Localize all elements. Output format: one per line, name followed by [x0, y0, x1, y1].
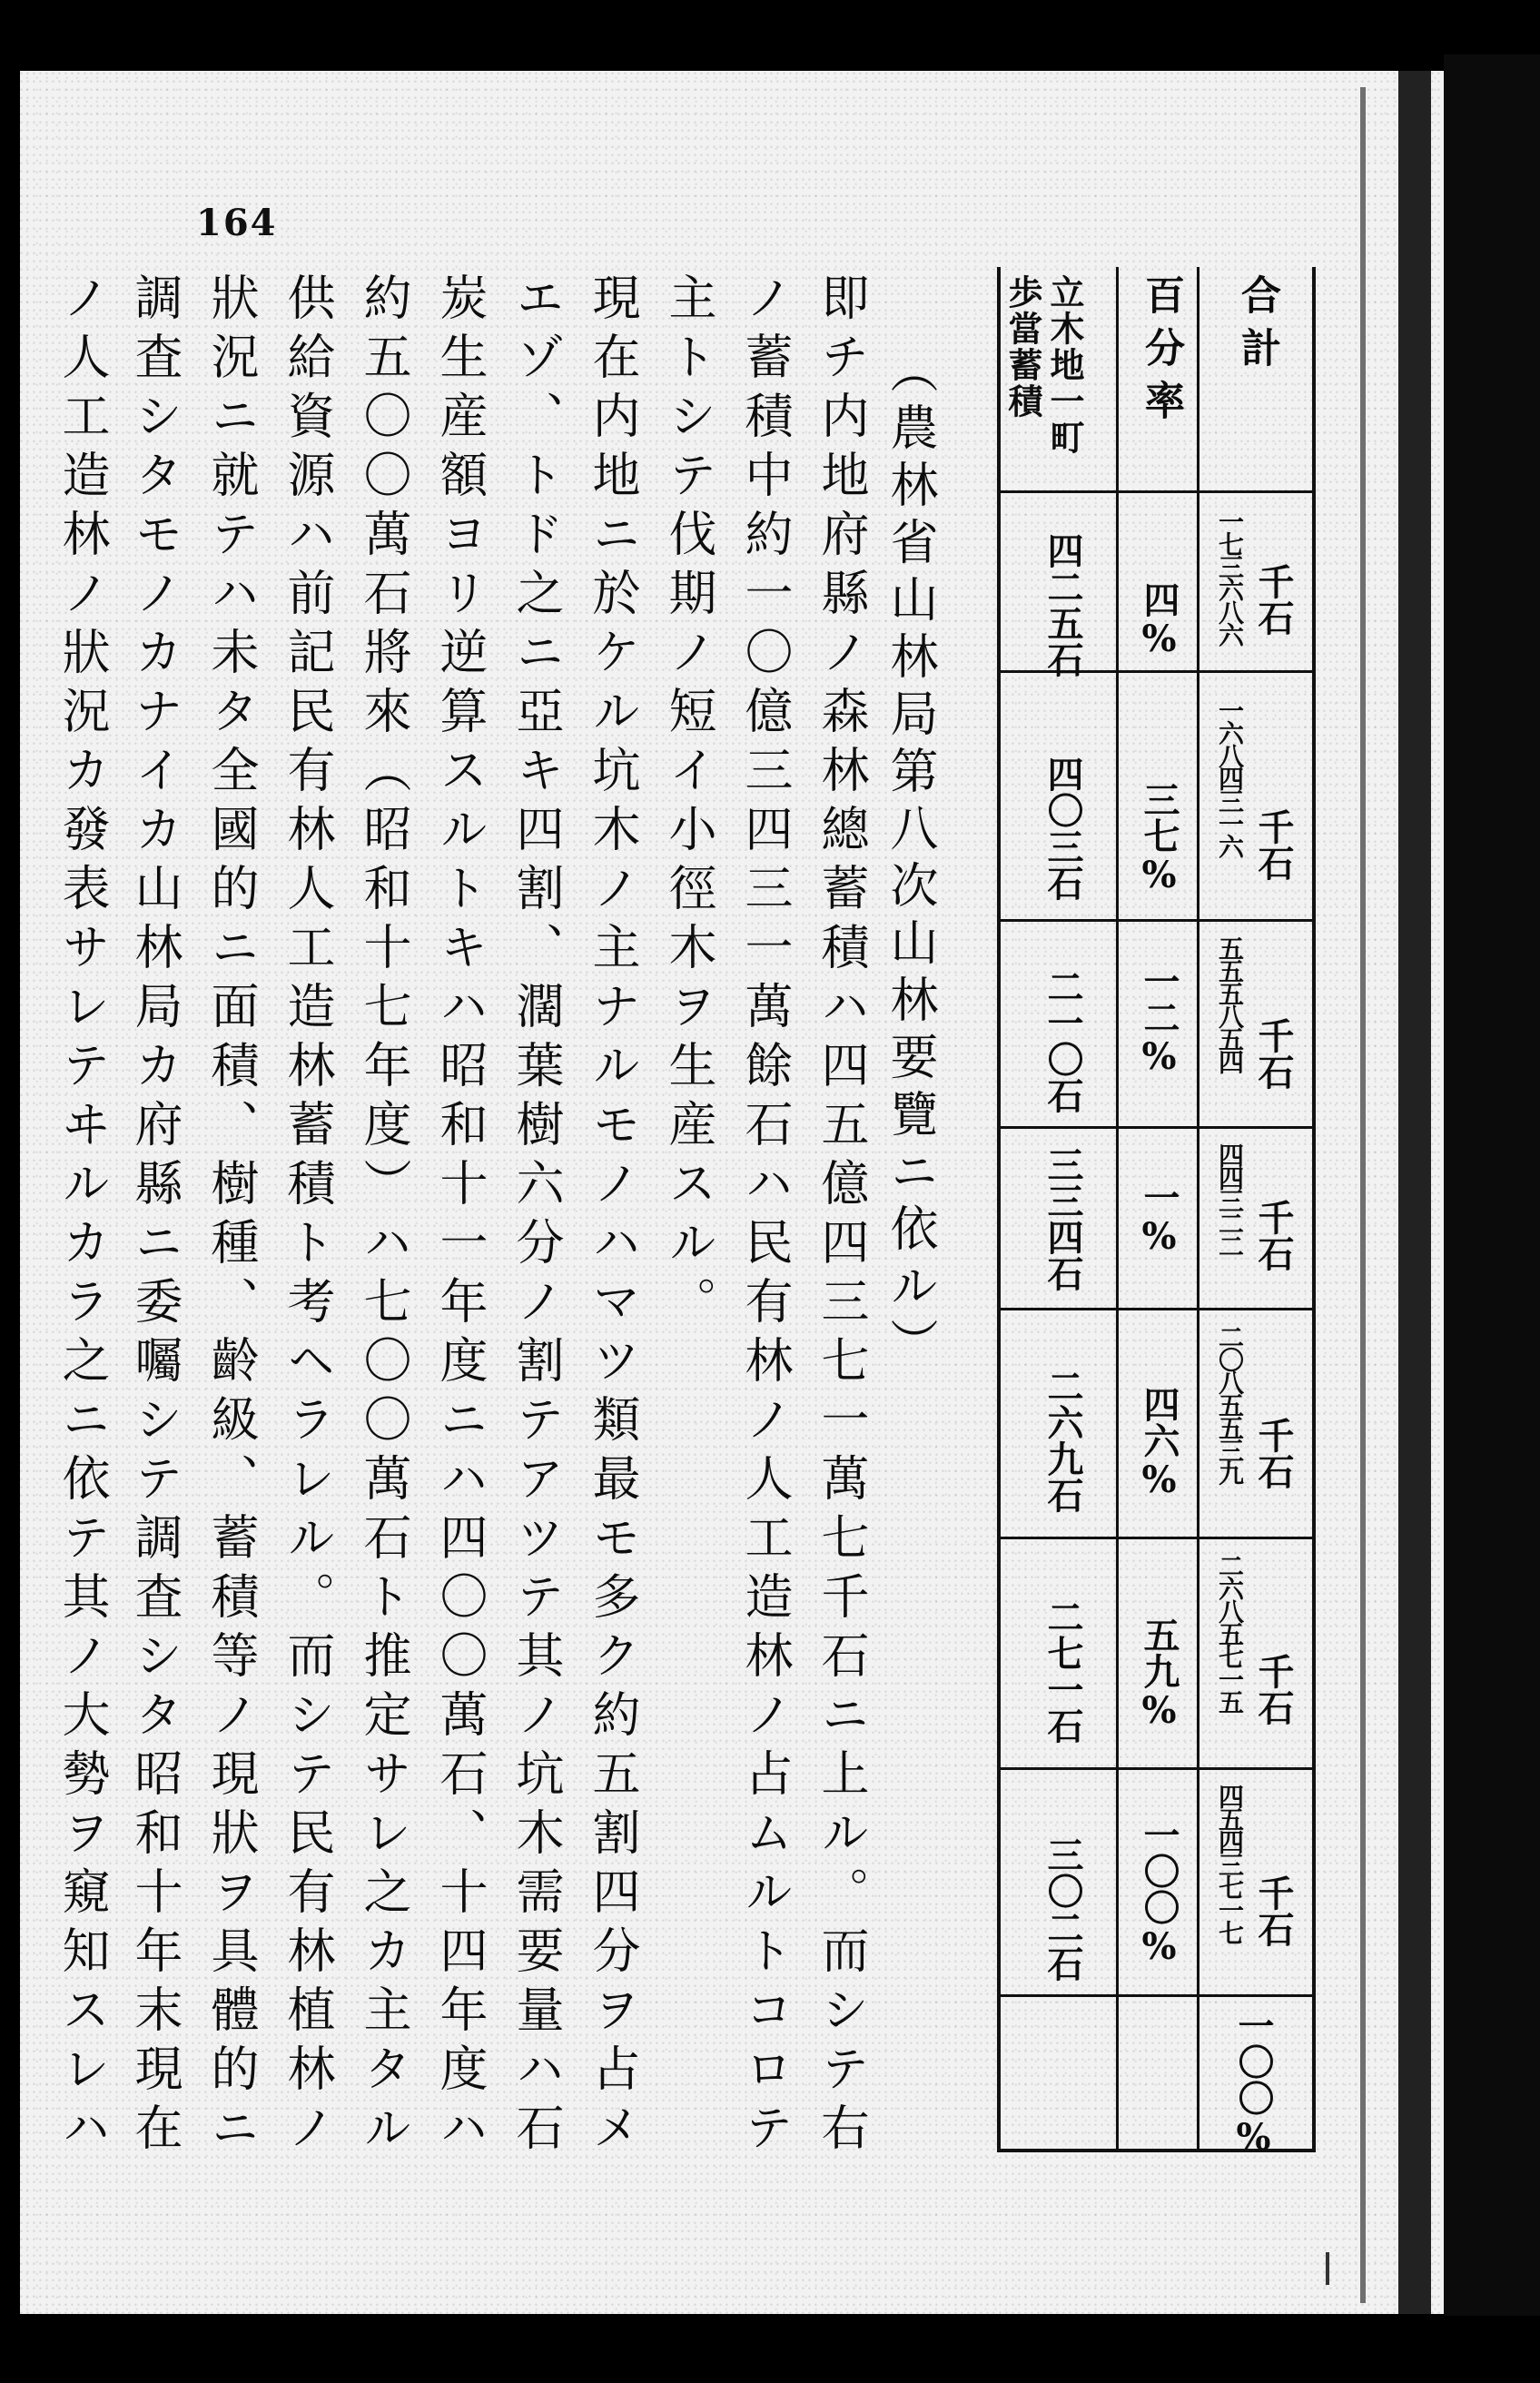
table-rule — [997, 919, 1312, 922]
cell-percent: 四六% — [1138, 1386, 1180, 1501]
cell-total: 五五五八五四 — [1215, 935, 1245, 1072]
table-rule — [1197, 267, 1199, 2149]
table-rule — [997, 1767, 1312, 1770]
body-column: 狀況ニ就テハ未タ全國的ニ面積、樹種、齡級、蓄積等ノ現狀ヲ具體的ニ — [203, 272, 259, 2161]
body-column: 現在内地ニ於ケル坑木ノ主ナルモノハマツ類最モ多ク約五割四分ヲ占メ — [585, 272, 640, 2161]
table-rule — [997, 490, 1312, 493]
cell-total-unit: 千石 — [1252, 808, 1295, 881]
cell-total: 四五四三七一七 — [1215, 1784, 1245, 1943]
header-percent: 百分率 — [1138, 274, 1184, 432]
cell-total-unit: 千石 — [1252, 563, 1295, 636]
table-rule — [997, 1126, 1312, 1129]
cell-percent: 一〇〇% — [1232, 2007, 1275, 2159]
body-column: エゾ、トド之ニ亞キ四割、濶葉樹六分ノ割テアツテ其ノ坑木需要量ハ石 — [508, 272, 564, 2161]
body-column: 主トシテ伐期ノ短イ小徑木ヲ生産スル。 — [661, 272, 716, 1335]
header-per-cho-line1: 立木地一町 — [1044, 274, 1085, 456]
cell-total-unit: 千石 — [1252, 1874, 1295, 1947]
page-edge-shadow — [1398, 71, 1431, 2314]
page-number: 164 — [196, 202, 278, 244]
cell-total: 二六八五七一五 — [1215, 1553, 1245, 1712]
cell-per-cho: 二一〇石 — [1041, 968, 1084, 1113]
cell-percent: 一〇〇% — [1138, 1816, 1180, 1968]
cell-percent: 一% — [1138, 1179, 1180, 1258]
cell-total-unit: 千石 — [1252, 1199, 1295, 1271]
body-column: 約五〇〇萬石將來（昭和十七年度）ハ七〇〇萬石ト推定サレ之カ主タル — [356, 272, 411, 2161]
margin-mark — [1326, 2252, 1329, 2285]
body-column: 調査シタモノカナイカ山林局カ府縣ニ委囑シテ調査シタ昭和十年末現在 — [127, 272, 183, 2161]
cell-per-cho: 二六九石 — [1041, 1368, 1084, 1513]
cell-per-cho: 二七一石 — [1041, 1598, 1084, 1744]
body-column: ノ人工造林ノ狀況カ發表サレテヰルカラ之ニ依テ其ノ大勢ヲ窺知スレハ — [54, 272, 110, 2161]
body-column: ノ蓄積中約一〇億三四三一萬餘石ハ民有林ノ人工造林ノ占ムルトコロテ — [737, 272, 793, 2161]
cell-total: 二〇八五五三九 — [1215, 1324, 1245, 1483]
cell-per-cho: 三〇二石 — [1041, 1836, 1084, 1982]
table-rule — [1116, 267, 1119, 2149]
cell-percent: 五九% — [1138, 1617, 1180, 1732]
table-rule — [997, 1308, 1312, 1310]
cell-total: 一七三六八六 — [1215, 509, 1245, 645]
cell-total-unit: 千石 — [1252, 1017, 1295, 1090]
body-column: 供給資源ハ前記民有林人工造林蓄積ト考ヘラレル。而シテ民有林植林ノ — [280, 272, 335, 2161]
body-column: 即チ内地府縣ノ森林總蓄積ハ四五億四三七一萬七千石ニ上ル。而シテ右 — [814, 272, 869, 2161]
table-rule — [997, 1994, 1312, 1997]
binding-line — [1360, 87, 1366, 2303]
scan-background — [1444, 54, 1540, 2316]
header-per-cho-line2: 歩當蓄積 — [1002, 274, 1043, 420]
cell-total: 四四三二二 — [1215, 1142, 1245, 1256]
cell-total-unit: 千石 — [1252, 1417, 1295, 1489]
cell-total: 一六八四三一六 — [1215, 697, 1245, 856]
header-total: 合計 — [1234, 274, 1280, 380]
cell-per-cho: 四〇三石 — [1041, 756, 1084, 901]
cell-percent: 三七% — [1138, 781, 1180, 896]
source-note: （農林省山林局第八次山林要覽ニ依ル） — [883, 345, 938, 1375]
cell-total-unit: 千石 — [1252, 1653, 1295, 1725]
body-column: 炭生産額ヨリ逆算スルトキハ昭和十一年度ニハ四〇〇萬石、十四年度ハ — [432, 272, 488, 2161]
cell-per-cho: 四二五石 — [1041, 532, 1084, 677]
cell-percent: 四% — [1138, 581, 1180, 660]
cell-percent: 一二% — [1138, 963, 1180, 1078]
cell-per-cho: 三三四石 — [1041, 1146, 1084, 1291]
table-rule — [997, 1537, 1312, 1539]
